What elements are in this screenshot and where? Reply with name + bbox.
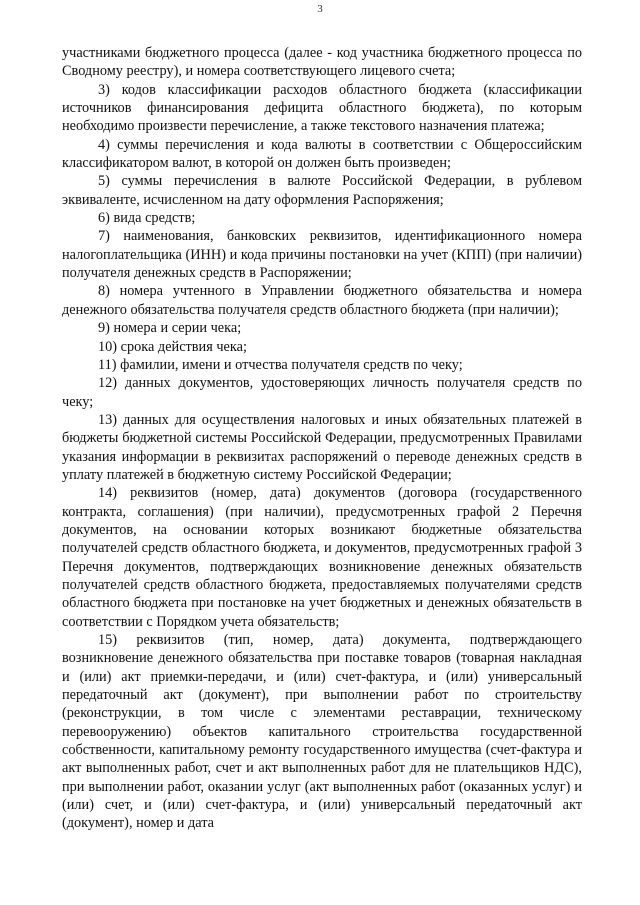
paragraph: 9) номера и серии чека; <box>98 320 242 337</box>
paragraph: 4) суммы перечисления и кода валюты в соответствии с Общероссийским классификатором валют, в которой он должен быть произведен; <box>62 136 582 172</box>
paragraph: 15) реквизитов (тип, номер, дата) документа, подтверждающего возникновение денежного обязательства при поставке товаров (товарная накладная и (или) акт приемки-передачи, и (или) счет-фактура, и (или) универсальный передаточный акт (документ), при выполнении работ по строительству (реконструкции, в том числе с элементами реставрации, техническому перевооружению) объектов капитального строительства государственной собственности, капитальному ремонту государственного имущества (счет-фактура и акт выполненных работ, счет и акт выполненных работ для не плательщиков НДС), при выполнении работ, оказании услуг (акт выполненных работ (оказанных услуг) и (или) счет, и (или) счет-фактура, и (или) универсальный передаточный акт (документ), номер и дата <box>62 632 582 832</box>
paragraph: 11) фамилии, имени и отчества получателя средств по чеку; <box>98 356 463 373</box>
paragraph: 14) реквизитов (номер, дата) документов (договора (государственного контракта, соглашения) (при наличии), предусмотренных графой 2 Перечня документов, на основании которых возникают бюджетные обязательства получателей средств областного бюджета, и документов, предусмотренных графой 3 Перечня документов, подтверждающих возникновение денежных обязательств получателей средств областного бюджета, предоставляемых получателями средств областного бюджета при постановке на учет бюджетных и денежных обязательств в соответствии с Порядком учета обязательств; <box>62 485 582 630</box>
paragraph: 3) кодов классификации расходов областного бюджета (классификации источников финансирования дефицита областного бюджета), по которым необходимо произвести перечисление, а также текстового назначения платежа; <box>62 81 582 135</box>
paragraph: 10) срока действия чека; <box>98 338 247 355</box>
paragraph: 12) данных документов, удостоверяющих личность получателя средств по чеку; <box>62 375 582 410</box>
document-body <box>62 44 582 833</box>
paragraph: 13) данных для осуществления налоговых и иных обязательных платежей в бюджеты бюджетной системы Российской Федерации, предусмотренных Правилами указания информации в реквизитах распоряжений о переводе денежных средств в уплату платежей в бюджетную систему Российской Федерации; <box>62 411 582 483</box>
page-number: 3 <box>317 3 323 15</box>
paragraph: 6) вида средств; <box>98 210 196 227</box>
paragraph: участниками бюджетного процесса (далее - код участника бюджетного процесса по Сводному реестру), и номера соответствующего лицевого счета; <box>62 45 582 80</box>
paragraph: 7) наименования, банковских реквизитов, идентификационного номера налогоплательщика (ИНН) и кода причины постановки на учет (КПП) (при наличии) получателя денежных средств в Распоряжении; <box>62 228 582 282</box>
paragraph: 8) номера учтенного в Управлении бюджетного обязательства и номера денежного обязательства получателя средств областного бюджета (при наличии); <box>62 283 582 318</box>
paragraph: 5) суммы перечисления в валюте Российской Федерации, в рублевом эквиваленте, исчисленном на дату оформления Распоряжения; <box>62 173 582 208</box>
